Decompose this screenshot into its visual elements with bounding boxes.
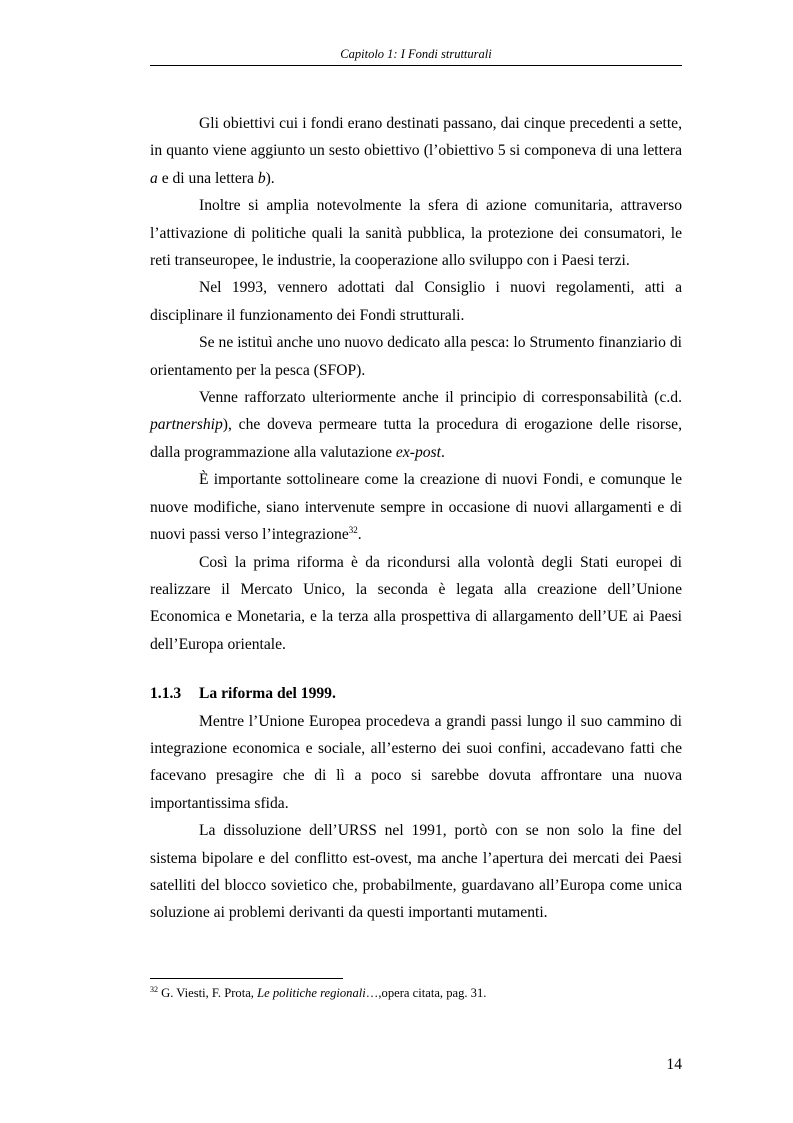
running-header: Capitolo 1: I Fondi strutturali <box>340 47 492 61</box>
paragraph: Venne rafforzato ulteriormente anche il principio di corresponsabilità (c.d. partnership), che doveva permeare tutta la procedura di erogazione delle risorse, dalla programmazione alla valutazione ex-post. <box>150 389 682 461</box>
paragraph: È importante sottolineare come la creazione di nuovi Fondi, e comunque le nuove modifiche, siano intervenute sempre in occasione di nuovi allargamenti e di nuovi passi verso l’integrazione$^{32}$. <box>150 471 682 544</box>
paragraph: Se ne istituì anche uno nuovo dedicato alla pesca: lo Strumento finanziario di orientamento per la pesca (SFOP). <box>150 334 682 379</box>
footnote-rule <box>150 978 343 979</box>
section-title: La riforma del 1999. <box>199 685 336 703</box>
page-number: 14 <box>666 1056 682 1073</box>
footnote: $^{32}$ G. Viesti, F. Prota, Le politiche regionali…,opera citata, pag. 31. <box>150 985 487 1000</box>
section-number: 1.1.3 <box>150 685 182 703</box>
paragraph: Così la prima riforma è da ricondursi alla volontà degli Stati europei di realizzare il Mercato Unico, la seconda è legata alla creazione dell’Unione Economica e Monetaria, e la terza alla prospettiva di allargamento dell’UE ai Paesi dell’Europa orientale. <box>150 553 682 653</box>
footnote-ref: 32 <box>348 525 358 536</box>
paragraph: Nel 1993, vennero adottati dal Consiglio i nuovi regolamenti, atti a disciplinare il funzionamento dei Fondi strutturali. <box>150 279 682 324</box>
paragraph: Gli obiettivi cui i fondi erano destinati passano, dai cinque precedenti a sette, in quanto viene aggiunto un sesto obiettivo (l’obiettivo 5 si componeva di una lettera a e di una lettera b). <box>150 115 682 187</box>
section-heading <box>150 680 682 707</box>
paragraph: La dissoluzione dell’URSS nel 1991, portò con se non solo la fine del sistema bipolare e del conflitto est-ovest, ma anche l’apertura dei mercati dei Paesi satelliti del blocco sovietico che, probabilmente, guardavano all’Europa come unica soluzione ai problemi derivanti da questi importanti mutamenti. <box>150 822 682 922</box>
paragraph: Mentre l’Unione Europea procedeva a grandi passi lungo il suo cammino di integrazione economica e sociale, all’esterno dei suoi confini, accadevano fatti che facevano presagire che di lì a poco si sarebbe dovuta affrontare una nuova importantissima sfida. <box>150 712 682 812</box>
body-text <box>150 110 682 927</box>
paragraph: Inoltre si amplia notevolmente la sfera di azione comunitaria, attraverso l’attivazione di politiche quali la sanità pubblica, la protezione dei consumatori, le reti transeuropee, le industrie, la cooperazione allo sviluppo con i Paesi terzi. <box>150 197 682 270</box>
footnote-number: 32 <box>150 985 158 994</box>
header-rule <box>150 65 682 66</box>
